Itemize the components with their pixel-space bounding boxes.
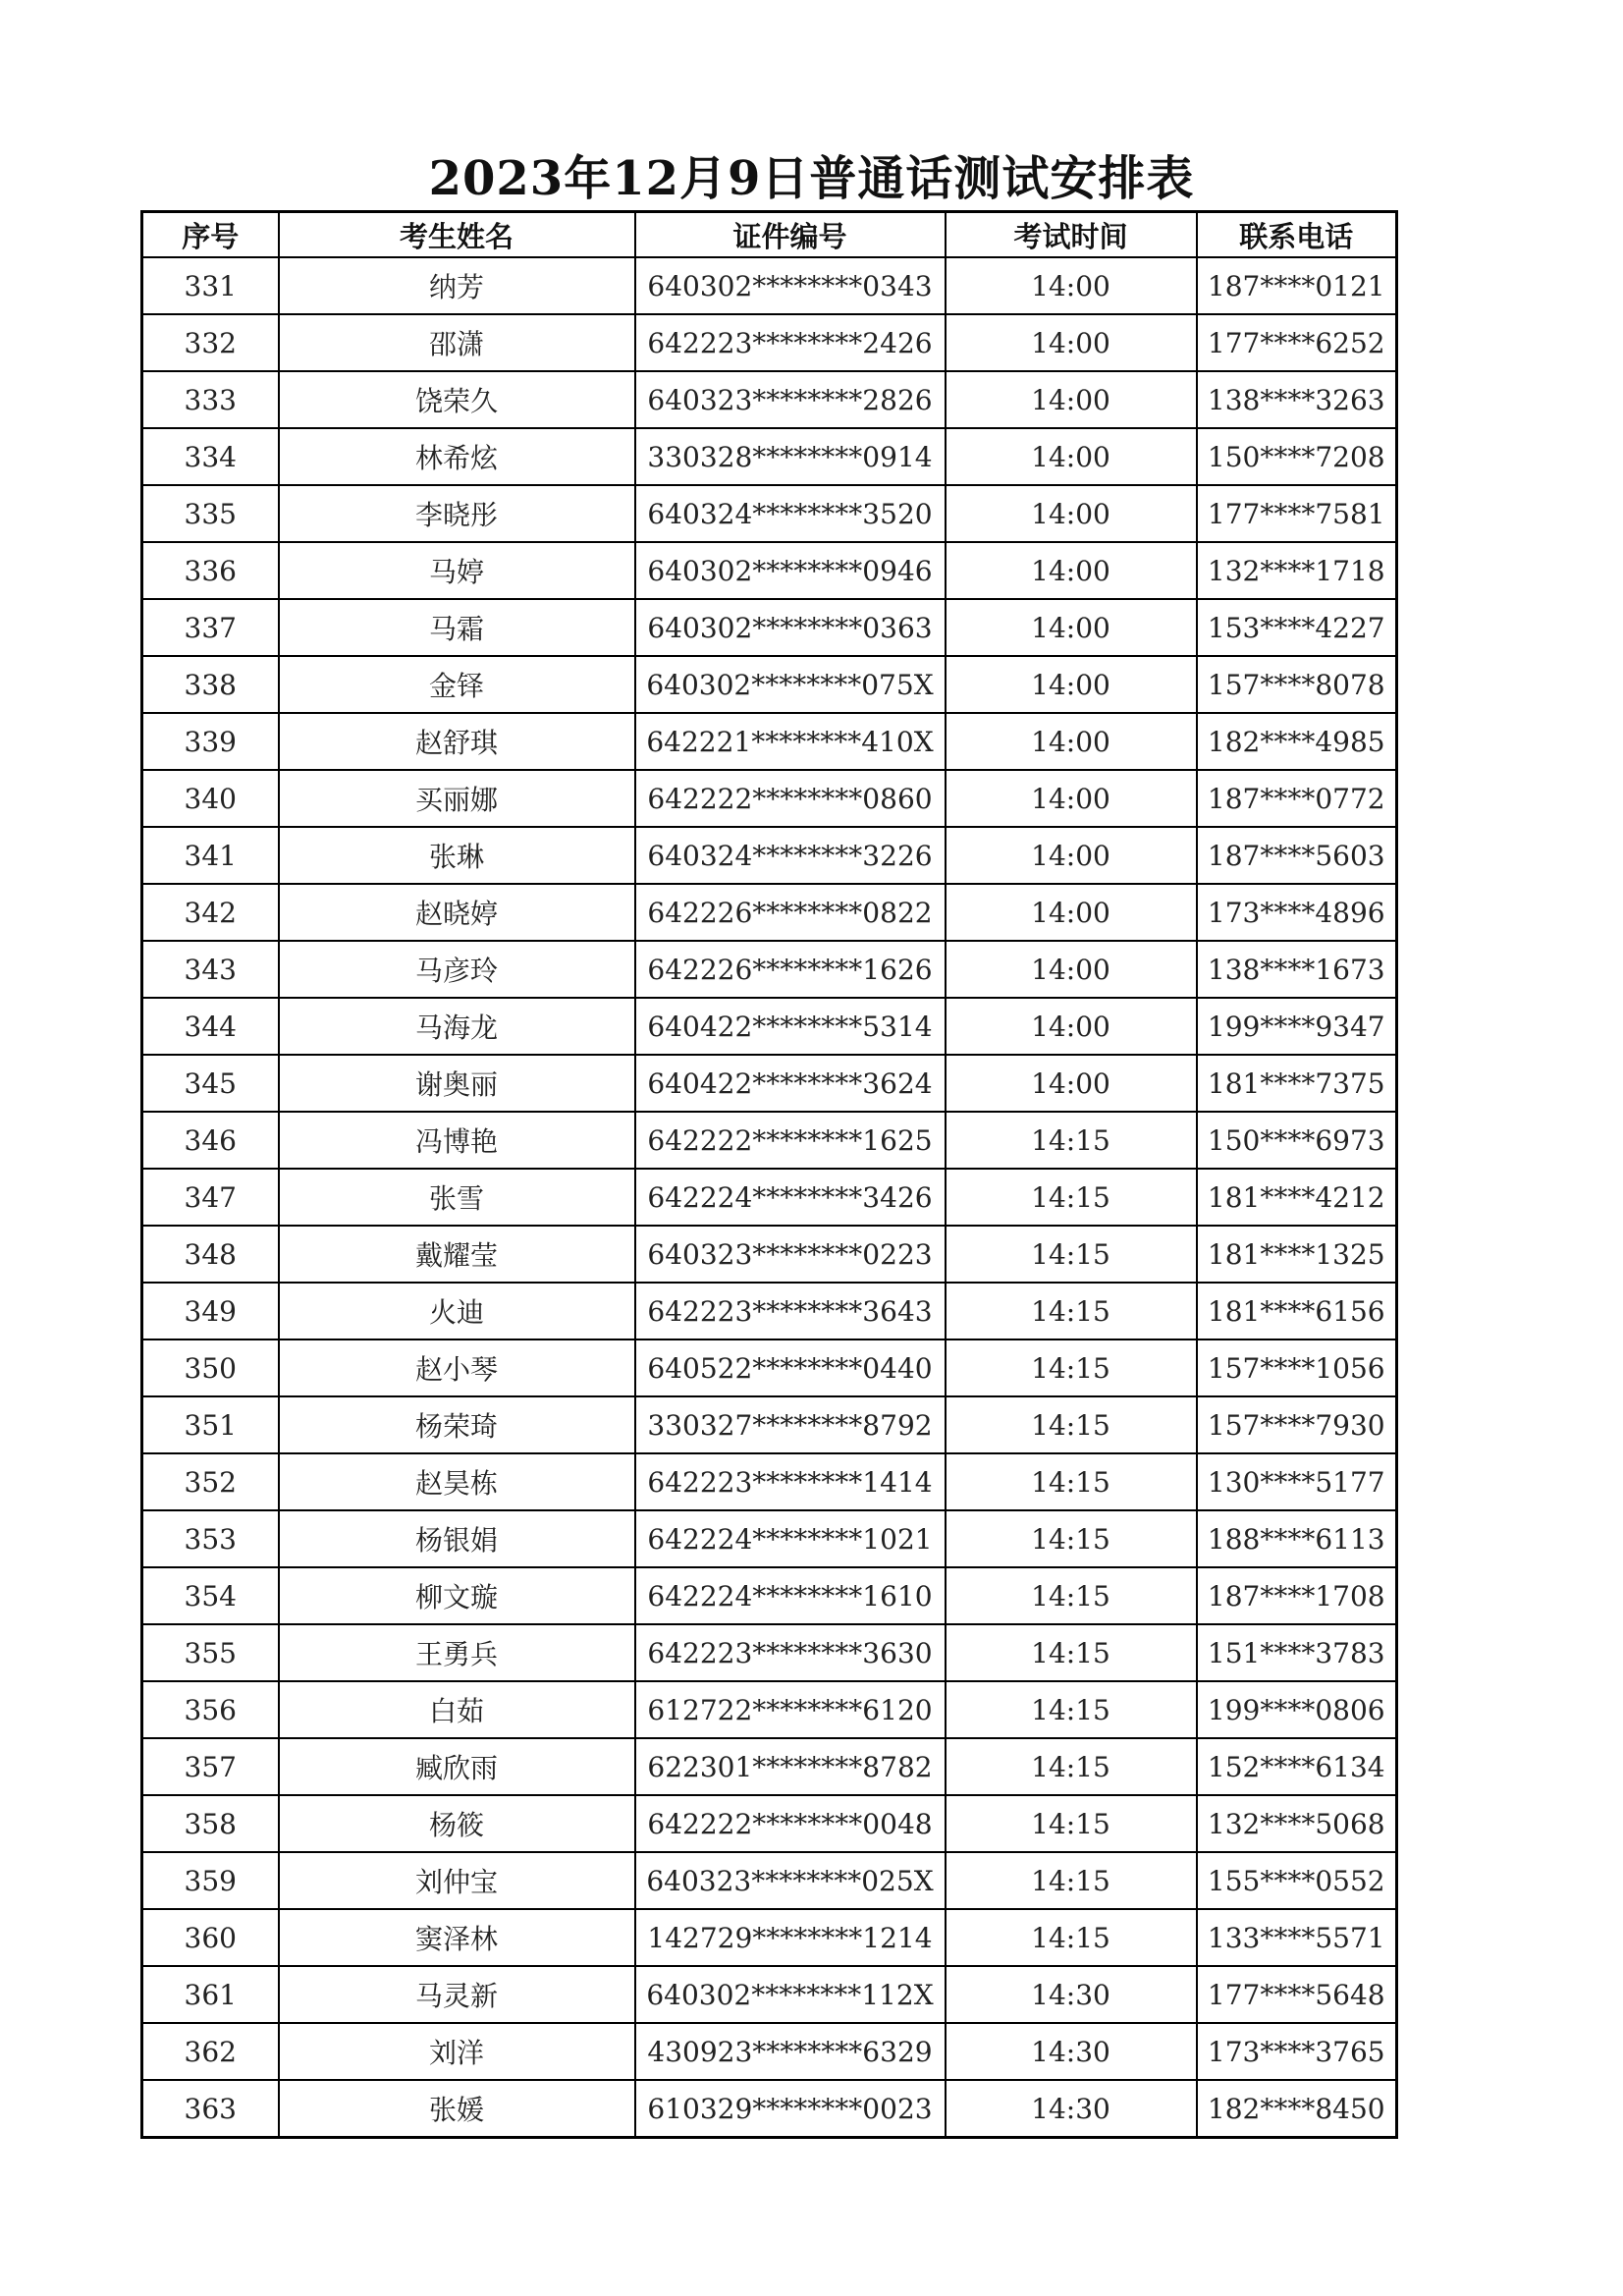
candidate-name-cell: 马海龙 [279,998,635,1055]
table-row [142,1283,1397,1339]
serial-number-cell: 351 [142,1396,279,1453]
table-row [142,1966,1397,2023]
exam-time-cell: 14:15 [946,1453,1197,1510]
phone-cell: 181****1325 [1197,1226,1397,1283]
serial-number-cell: 342 [142,884,279,941]
candidate-name-cell: 赵舒琪 [279,713,635,770]
exam-time-cell: 14:15 [946,1283,1197,1339]
serial-number-cell: 361 [142,1966,279,2023]
id-number-cell: 640522********0440 [635,1339,946,1396]
id-number-cell: 642223********1414 [635,1453,946,1510]
id-number-cell: 642221********410X [635,713,946,770]
candidate-name-cell: 火迪 [279,1283,635,1339]
candidate-name-cell: 谢奥丽 [279,1055,635,1112]
phone-cell: 199****9347 [1197,998,1397,1055]
candidate-name-cell: 饶荣久 [279,371,635,428]
exam-time-cell: 14:15 [946,1909,1197,1966]
id-number-cell: 640323********025X [635,1852,946,1909]
serial-number-cell: 350 [142,1339,279,1396]
serial-number-cell: 334 [142,428,279,485]
phone-cell: 173****4896 [1197,884,1397,941]
serial-number-cell: 338 [142,656,279,713]
serial-number-cell: 333 [142,371,279,428]
phone-cell: 182****4985 [1197,713,1397,770]
id-number-cell: 642222********0860 [635,770,946,827]
candidate-name-cell: 赵昊栋 [279,1453,635,1510]
phone-cell: 132****5068 [1197,1795,1397,1852]
table-row [142,2023,1397,2080]
exam-time-cell: 14:00 [946,599,1197,656]
candidate-name-cell: 戴耀莹 [279,1226,635,1283]
table-row [142,1852,1397,1909]
id-number-cell: 640422********3624 [635,1055,946,1112]
id-number-cell: 640323********0223 [635,1226,946,1283]
id-number-cell: 640302********0363 [635,599,946,656]
serial-number-cell: 363 [142,2080,279,2138]
id-number-cell: 642222********0048 [635,1795,946,1852]
exam-time-cell: 14:00 [946,428,1197,485]
phone-cell: 177****5648 [1197,1966,1397,2023]
exam-time-cell: 14:15 [946,1852,1197,1909]
serial-number-cell: 356 [142,1681,279,1738]
id-number-cell: 640323********2826 [635,371,946,428]
table-row [142,656,1397,713]
id-number-cell: 430923********6329 [635,2023,946,2080]
exam-time-cell: 14:00 [946,770,1197,827]
serial-number-cell: 353 [142,1510,279,1567]
serial-number-cell: 331 [142,257,279,314]
exam-time-cell: 14:15 [946,1396,1197,1453]
serial-number-cell: 355 [142,1624,279,1681]
exam-time-cell: 14:00 [946,1055,1197,1112]
table-row [142,884,1397,941]
table-row [142,1510,1397,1567]
id-number-cell: 642226********1626 [635,941,946,998]
table-body [142,257,1397,2138]
id-number-cell: 612722********6120 [635,1681,946,1738]
table-row [142,1624,1397,1681]
serial-number-cell: 340 [142,770,279,827]
candidate-name-cell: 林希炫 [279,428,635,485]
exam-time-cell: 14:00 [946,656,1197,713]
table-row [142,1226,1397,1283]
exam-time-cell: 14:30 [946,2080,1197,2138]
serial-number-cell: 362 [142,2023,279,2080]
candidate-name-cell: 王勇兵 [279,1624,635,1681]
exam-time-cell: 14:30 [946,1966,1197,2023]
phone-cell: 181****4212 [1197,1169,1397,1226]
serial-number-cell: 335 [142,485,279,542]
header-serial-number: 序号 [142,212,279,258]
serial-number-cell: 346 [142,1112,279,1169]
id-number-cell: 640422********5314 [635,998,946,1055]
candidate-name-cell: 金铎 [279,656,635,713]
candidate-name-cell: 冯博艳 [279,1112,635,1169]
phone-cell: 199****0806 [1197,1681,1397,1738]
table-row [142,1396,1397,1453]
serial-number-cell: 337 [142,599,279,656]
phone-cell: 157****1056 [1197,1339,1397,1396]
serial-number-cell: 344 [142,998,279,1055]
exam-time-cell: 14:00 [946,257,1197,314]
id-number-cell: 640302********075X [635,656,946,713]
serial-number-cell: 354 [142,1567,279,1624]
table-row [142,1909,1397,1966]
page-title: 2023年12月9日普通话测试安排表 [428,151,1195,206]
serial-number-cell: 336 [142,542,279,599]
serial-number-cell: 348 [142,1226,279,1283]
id-number-cell: 330327********8792 [635,1396,946,1453]
exam-time-cell: 14:15 [946,1169,1197,1226]
serial-number-cell: 345 [142,1055,279,1112]
id-number-cell: 642223********2426 [635,314,946,371]
phone-cell: 187****0772 [1197,770,1397,827]
candidate-name-cell: 臧欣雨 [279,1738,635,1795]
candidate-name-cell: 刘仲宝 [279,1852,635,1909]
candidate-name-cell: 白茹 [279,1681,635,1738]
exam-time-cell: 14:15 [946,1226,1197,1283]
table-row [142,941,1397,998]
exam-time-cell: 14:15 [946,1624,1197,1681]
exam-time-cell: 14:15 [946,1738,1197,1795]
phone-cell: 173****3765 [1197,2023,1397,2080]
phone-cell: 182****8450 [1197,2080,1397,2138]
id-number-cell: 642223********3630 [635,1624,946,1681]
exam-time-cell: 14:00 [946,941,1197,998]
candidate-name-cell: 马霜 [279,599,635,656]
exam-time-cell: 14:15 [946,1510,1197,1567]
id-number-cell: 642224********1021 [635,1510,946,1567]
serial-number-cell: 359 [142,1852,279,1909]
id-number-cell: 642226********0822 [635,884,946,941]
header-row [142,212,1397,258]
exam-time-cell: 14:15 [946,1567,1197,1624]
phone-cell: 150****7208 [1197,428,1397,485]
serial-number-cell: 358 [142,1795,279,1852]
phone-cell: 181****6156 [1197,1283,1397,1339]
phone-cell: 157****8078 [1197,656,1397,713]
header-candidate-name: 考生姓名 [279,212,635,258]
table-row [142,713,1397,770]
id-number-cell: 642223********3643 [635,1283,946,1339]
id-number-cell: 642222********1625 [635,1112,946,1169]
phone-cell: 151****3783 [1197,1624,1397,1681]
id-number-cell: 640324********3520 [635,485,946,542]
table-row [142,314,1397,371]
candidate-name-cell: 邵潇 [279,314,635,371]
exam-time-cell: 14:00 [946,314,1197,371]
candidate-name-cell: 张雪 [279,1169,635,1226]
id-number-cell: 330328********0914 [635,428,946,485]
candidate-name-cell: 赵晓婷 [279,884,635,941]
table-row [142,599,1397,656]
header-id-number: 证件编号 [635,212,946,258]
candidate-name-cell: 纳芳 [279,257,635,314]
serial-number-cell: 343 [142,941,279,998]
table-row [142,1339,1397,1396]
candidate-name-cell: 赵小琴 [279,1339,635,1396]
table-row [142,1681,1397,1738]
exam-time-cell: 14:00 [946,998,1197,1055]
serial-number-cell: 349 [142,1283,279,1339]
schedule-table [140,210,1398,2139]
id-number-cell: 640302********0946 [635,542,946,599]
candidate-name-cell: 杨荣琦 [279,1396,635,1453]
table-row [142,1795,1397,1852]
table-row [142,1169,1397,1226]
table-row [142,1453,1397,1510]
phone-cell: 153****4227 [1197,599,1397,656]
table-row [142,371,1397,428]
table-row [142,1738,1397,1795]
phone-cell: 138****1673 [1197,941,1397,998]
phone-cell: 152****6134 [1197,1738,1397,1795]
exam-time-cell: 14:00 [946,827,1197,884]
serial-number-cell: 341 [142,827,279,884]
exam-time-cell: 14:15 [946,1681,1197,1738]
candidate-name-cell: 马婷 [279,542,635,599]
table-row [142,998,1397,1055]
exam-time-cell: 14:30 [946,2023,1197,2080]
table-row [142,2080,1397,2138]
candidate-name-cell: 马灵新 [279,1966,635,2023]
serial-number-cell: 332 [142,314,279,371]
id-number-cell: 642224********1610 [635,1567,946,1624]
id-number-cell: 142729********1214 [635,1909,946,1966]
table-row [142,542,1397,599]
candidate-name-cell: 李晓彤 [279,485,635,542]
exam-time-cell: 14:00 [946,371,1197,428]
table-row [142,770,1397,827]
exam-time-cell: 14:15 [946,1112,1197,1169]
candidate-name-cell: 张媛 [279,2080,635,2138]
candidate-name-cell: 马彦玲 [279,941,635,998]
id-number-cell: 622301********8782 [635,1738,946,1795]
table-row [142,257,1397,314]
table-row [142,1112,1397,1169]
phone-cell: 177****6252 [1197,314,1397,371]
header-phone: 联系电话 [1197,212,1397,258]
table-row [142,1055,1397,1112]
id-number-cell: 640302********112X [635,1966,946,2023]
phone-cell: 133****5571 [1197,1909,1397,1966]
serial-number-cell: 360 [142,1909,279,1966]
phone-cell: 157****7930 [1197,1396,1397,1453]
exam-time-cell: 14:00 [946,713,1197,770]
phone-cell: 187****0121 [1197,257,1397,314]
serial-number-cell: 339 [142,713,279,770]
table-row [142,485,1397,542]
phone-cell: 150****6973 [1197,1112,1397,1169]
serial-number-cell: 347 [142,1169,279,1226]
candidate-name-cell: 刘洋 [279,2023,635,2080]
phone-cell: 177****7581 [1197,485,1397,542]
exam-time-cell: 14:00 [946,542,1197,599]
table-row [142,1567,1397,1624]
id-number-cell: 640302********0343 [635,257,946,314]
header-exam-time: 考试时间 [946,212,1197,258]
id-number-cell: 610329********0023 [635,2080,946,2138]
exam-time-cell: 14:00 [946,884,1197,941]
serial-number-cell: 357 [142,1738,279,1795]
phone-cell: 187****1708 [1197,1567,1397,1624]
id-number-cell: 640324********3226 [635,827,946,884]
exam-time-cell: 14:15 [946,1339,1197,1396]
candidate-name-cell: 买丽娜 [279,770,635,827]
exam-time-cell: 14:15 [946,1795,1197,1852]
table-row [142,827,1397,884]
exam-time-cell: 14:00 [946,485,1197,542]
serial-number-cell: 352 [142,1453,279,1510]
phone-cell: 130****5177 [1197,1453,1397,1510]
id-number-cell: 642224********3426 [635,1169,946,1226]
phone-cell: 188****6113 [1197,1510,1397,1567]
phone-cell: 181****7375 [1197,1055,1397,1112]
table-row [142,428,1397,485]
candidate-name-cell: 窦泽林 [279,1909,635,1966]
candidate-name-cell: 杨筱 [279,1795,635,1852]
candidate-name-cell: 杨银娟 [279,1510,635,1567]
phone-cell: 155****0552 [1197,1852,1397,1909]
candidate-name-cell: 柳文璇 [279,1567,635,1624]
table-header [142,212,1397,258]
phone-cell: 138****3263 [1197,371,1397,428]
candidate-name-cell: 张琳 [279,827,635,884]
phone-cell: 132****1718 [1197,542,1397,599]
phone-cell: 187****5603 [1197,827,1397,884]
